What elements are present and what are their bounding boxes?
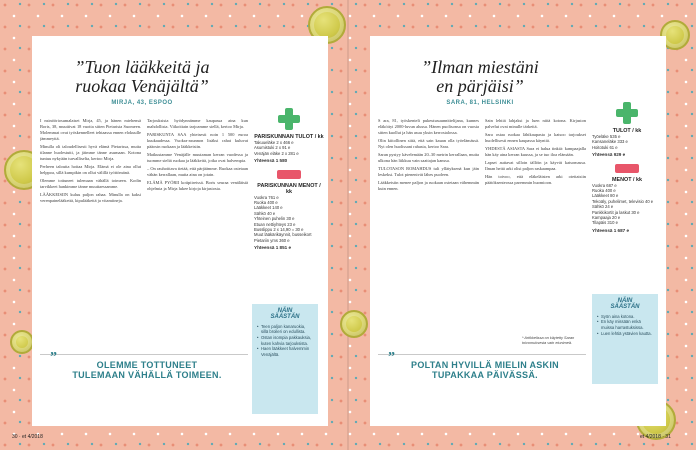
pull-quote — [380, 360, 590, 380]
paragraph: – On rauhoittava tietää, että pärjäämme. Ruokaa ostetaan vähän kerrallaan, mutta aina on jotain. — [147, 166, 248, 177]
paragraph: Perheen taloutta hoitaa Mirja. Elämä ei ole aina ollut helppoa, sillä kumpikin on ollut välillä työttömänä. — [40, 164, 141, 175]
expense-row: Yhteinen puhelin 30 e — [254, 216, 295, 222]
pull-quote-line: OLEMME TOTTUNEET — [96, 360, 198, 370]
pull-quote-line: TULEMAAN VÄHÄLLÄ TOIMEEN. — [72, 370, 222, 380]
body-column — [147, 118, 248, 348]
paragraph: YHDESTÄ ASIASTA Sara ei halua tinkiä: kampaajalla hän käy aina kerran kuussa, ja se tuo iloa elämään. — [485, 146, 586, 157]
minus-icon — [277, 170, 301, 179]
expenses-total: Yhteensä 1 687 e — [592, 227, 630, 233]
title-line: ”Tuon lääkkeitä ja — [74, 57, 210, 77]
coin-decoration — [10, 330, 34, 354]
paragraph: Tarjouksista hyödynnämme kaupassa aina kun mahdollista. Viikoittain tarjoamme siellä, kertoo Mirja. — [147, 118, 248, 129]
body-columns — [378, 118, 586, 348]
paragraph: LÄÄKKEISIIN kuluu paljon rahaa. Minulla on kaksi verenpainelääkettä, kipulääkettä ja vitamiineja. — [40, 192, 141, 203]
expense-row: Muut lääkärikäynnit, busseikort Pietariin yms 360 e — [254, 232, 312, 243]
paragraph: ELÄMÄ PYÖRII kotipiireissä. Boris seuraa venäläisiä ohjelmia ja Mirja lukee kirjoja kirjastosta. — [147, 180, 248, 191]
savings-item: • Syön aina kotona. — [597, 314, 653, 320]
footnote: * Artikkelissa on käytetty Saran toivomuksesta vain etunimeä. — [522, 336, 575, 345]
income-total: Yhteensä 1 580 — [254, 158, 288, 164]
expenses-total: Yhteensä 1 851 e — [254, 245, 292, 251]
article-title — [32, 58, 252, 96]
paragraph: Lääkkeisiin menee paljon ja ruokaan ostetaan vähemmän kuin ennen. — [378, 180, 479, 191]
income-heading: TULOT / kk — [612, 128, 642, 134]
expenses-heading: PARISKUNNAN MENOT / kk — [257, 182, 321, 195]
title-line: en pärjäisi” — [436, 76, 524, 96]
byline: SARA, 81, HELSINKI — [446, 100, 514, 106]
paragraph: PARISKUNTA SAA yhteisesti noin 1 500 euroa kuukaudessa. Vuokra-asunnon lisäksi rahat kuluvat pääosin ruokaan ja lääkkeisiin. — [147, 132, 248, 149]
expense-row: Sähkö 24 e — [592, 204, 614, 210]
income-row: Hoitotuki 61 e — [592, 144, 618, 150]
byline: MIRJA, 43, ESPOO — [111, 100, 173, 106]
pull-quote — [42, 360, 252, 380]
savings-item: • Ostan isompia pakkauksia, kuten kahvia tarjouksista. — [257, 335, 313, 346]
paragraph: Minulla oli taloudellisesti hyvä elämä Pietarissa, mutta tilanne huolestutti, ja jäimme tänne asumaan. Kotona tuntuu nykyään turvalliselta, kertoo Mirja. — [40, 144, 141, 161]
income-row: Takuueläke 2 x 466 e — [254, 140, 294, 145]
expense-row: Tekoäly, puhelimet, televisio 40 e — [592, 198, 654, 204]
savings-title-line: SÄÄSTÄN — [270, 314, 300, 321]
paragraph: Sain lehtiä lahjaksi ja luen niitä kotona. Kirjaston palvelut ovat minulle tärkeitä. — [485, 118, 586, 129]
savings-list — [257, 324, 313, 358]
paragraph: S ara, 81, työskenteli pukeutusuunnittelijana, kunnes eläköityi 2000-luvun alussa. Hänen puolisonsa on vuosia sitten kuollut ja hän asuu yksin kerrostalossa. — [378, 118, 479, 135]
expense-row: Lääkkeet 80 e — [592, 193, 619, 199]
expense-row: Vuokra 687 e — [592, 182, 617, 188]
left-page — [32, 36, 328, 426]
body-columns — [40, 118, 248, 348]
expense-row: Etuan nettiyhteys 23 e — [254, 221, 296, 227]
expense-row: Ruoka 400 e — [254, 200, 278, 206]
paragraph: Olemme tottuneet tulemaan vähällä toimeen. Kodin tarvikkeet hankimme tänne muuttaessamme. — [40, 178, 141, 189]
coin-decoration — [340, 310, 368, 338]
savings-list — [597, 314, 653, 336]
title-line: ruokaa Venäjältä” — [75, 76, 209, 96]
savings-box — [252, 304, 318, 414]
paragraph: Matkustamme Venäjälle muutaman kerran vuodessa ja tuomme sieltä ruokaa ja lääkkeitä, jotka ovat halvempia. — [147, 152, 248, 163]
income-heading: PARISKUNNAN TULOT / kk — [254, 134, 324, 140]
expense-row: Pankkikortit ja laskut 30 e — [592, 209, 640, 215]
income-row: Työeläke 535 e — [592, 134, 621, 139]
quote-mark-icon: ” — [388, 350, 395, 365]
income-row: Asumistuki 2 x 91 e — [254, 145, 291, 151]
right-page — [370, 36, 666, 426]
paragraph: Sara ostaa ruokaa lähikaupasta ja katsoo tarjoukset huolellisesti ennen kaupassa käyntiä. — [485, 132, 586, 143]
body-column — [378, 118, 479, 348]
paragraph: Hän toivoo, että eläkeläisten arki otettaisiin päätöksenteossa paremmin huomioon. — [485, 174, 586, 185]
savings-title — [597, 298, 653, 311]
savings-item: • En käy missään enkä muissa harrastuksissa. — [597, 319, 653, 330]
paragraph: Lapset auttavat silloin tällöin ja käyvät katsomassa. Ilman heitä arki olisi paljon raskaampaa. — [485, 160, 586, 171]
expense-row: Ruoka 400 e — [592, 188, 616, 194]
body-column — [40, 118, 141, 348]
pull-quote-line: TUPAKKAA PÄIVÄSSÄ. — [432, 370, 538, 380]
savings-item: • Teen paljon kanaruokia, sillä broileri on edullista. — [257, 324, 313, 335]
expense-row: Sähkö 40 e — [254, 210, 276, 216]
savings-title — [257, 308, 313, 321]
savings-box — [592, 294, 658, 384]
income-total: Yhteensä 929 e — [592, 152, 626, 158]
pull-quote-line: POLTAN HYVILLÄ MIELIN ASKIN — [411, 360, 559, 370]
minus-icon — [615, 164, 639, 173]
income-row: Venäjän eläke 2 x 281 e — [254, 150, 299, 156]
paragraph: TULOTASON ROMAHDUS tuli yllätyksenä kun jäin leskeksi. Tulot pienenivät lähes puoleen. — [378, 166, 479, 177]
expense-row: Busslippu 2 x 14,90 = 30 e — [254, 227, 304, 233]
page-folio-right: et 4/2018 · 31 — [640, 434, 671, 440]
paragraph: Olin kiitollinen siitä, että sain kauan olla työelämässä. Nyt olen huolissani rahasta, kertoo Sara. — [378, 138, 479, 149]
spread-gutter — [347, 0, 349, 450]
savings-title-line: NÄIN — [617, 298, 633, 304]
income-row: Kansaneläke 333 e — [592, 139, 628, 145]
plus-icon — [616, 102, 638, 124]
savings-title-line: SÄÄSTÄN — [610, 304, 640, 311]
expense-row: Lääkkeet 140 e — [254, 205, 283, 211]
quote-mark-icon: ” — [50, 350, 57, 365]
plus-icon — [278, 108, 300, 130]
expense-row: Kampaaja 20 e — [592, 215, 621, 221]
expense-row: Tilapäis 310 e — [592, 220, 618, 226]
expenses-heading: MENOT / kk — [612, 176, 642, 183]
savings-item: • Haen lääkkeet halvemmin Venäjältä. — [257, 346, 313, 357]
divider — [40, 354, 248, 355]
expense-row: Vuokra 761 e — [254, 194, 279, 200]
savings-title-line: NÄIN — [277, 308, 293, 314]
title-line: ”Ilman miestäni — [421, 57, 539, 77]
page-folio-left: 30 · et 4/2018 — [12, 434, 43, 440]
divider — [378, 354, 586, 355]
body-column — [485, 118, 586, 348]
article-title — [370, 58, 590, 96]
savings-item: • Luen lehtiä ystävien kautta. — [597, 331, 653, 337]
paragraph: Saran pystyy kävelemään 20–30 metrin kerrallaan, mutta ulkona hän liikkuu vain saattajan kanssa. — [378, 152, 479, 163]
paragraph: I nsinööriosumalaiset Mirja, 45, ja hänen miehensä Boris, 38, muuttivat 18 vuotta sitten Pietarista Suomeen. Molemmat ovat työskennelleet tehtaassa ennen elokuulle jämmeyttä. — [40, 118, 141, 141]
